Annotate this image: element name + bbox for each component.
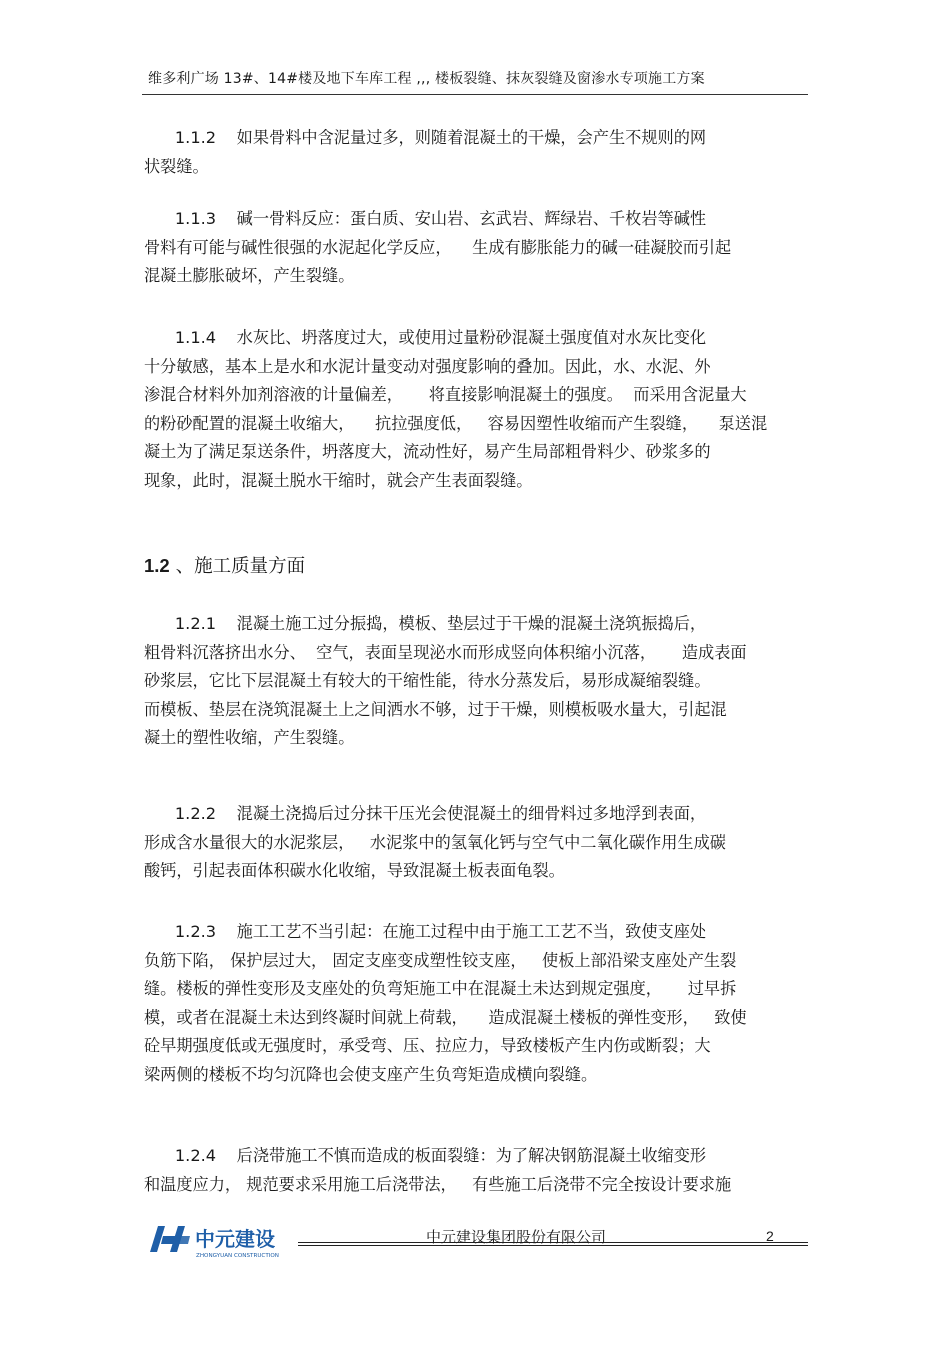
- text-line: 和温度应力， 规范要求采用施工后浇带法， 有些施工后浇带不完全按设计要求施: [144, 1174, 732, 1194]
- text-line: 混凝土膨胀破坏，产生裂缝。: [144, 266, 355, 286]
- text-line: 酸钙，引起表面体积碳水化收缩，导致混凝土板表面龟裂。: [144, 861, 565, 881]
- text-line: 而模板、垫层在浇筑混凝土上之间洒水不够，过于干燥，则模板吸水量大，引起混: [144, 699, 727, 719]
- text-line: 负筋下陷， 保护层过大， 固定支座变成塑性铰支座， 使板上部沿梁支座处产生裂: [144, 950, 737, 970]
- header-title: 维多利广场 13#、14#楼及地下车库工程 ,,, 楼板裂缝、抹灰裂缝及窗渗水专项施工方案: [148, 71, 705, 87]
- paragraph-1-2-2: [144, 800, 814, 886]
- paragraph-1-2-4: [144, 1142, 814, 1199]
- text-line: 骨料有可能与碱性很强的水泥起化学反应， 生成有膨胀能力的碱一硅凝胶而引起: [144, 237, 732, 257]
- paragraph-1-1-2: [144, 124, 814, 181]
- paragraph-1-2-1: [144, 610, 814, 753]
- text-line: 梁两侧的楼板不均匀沉降也会使支座产生负弯矩造成横向裂缝。: [144, 1064, 598, 1084]
- text-line: 的粉砂配置的混凝土收缩大， 抗拉强度低， 容易因塑性收缩而产生裂缝， 泵送混: [144, 413, 768, 433]
- paragraph-1-1-3: [144, 205, 814, 291]
- zhongyuan-logo-icon: [146, 1222, 291, 1260]
- text-line: 1.2.2 混凝土浇捣后过分抹干压光会使混凝土的细骨料过多地浮到表面，: [144, 804, 707, 823]
- text-line: 1.1.2 如果骨料中含泥量过多，则随着混凝土的干燥，会产生不规则的网: [144, 128, 707, 147]
- page-header: [148, 68, 808, 92]
- text-line: 1.1.4 水灰比、坍落度过大，或使用过量粉砂混凝土强度值对水灰比变化: [144, 328, 707, 347]
- text-line: 现象，此时，混凝土脱水干缩时，就会产生表面裂缝。: [144, 470, 533, 490]
- text-line: 状裂缝。: [144, 156, 209, 176]
- section-number: 1.2: [144, 555, 170, 576]
- section-heading: [144, 552, 305, 578]
- text-line: 渗混合材料外加剂溶液的计量偏差， 将直接影响混凝土的强度。 而采用含泥量大: [144, 385, 747, 405]
- logo-text: 中元建设: [195, 1227, 275, 1251]
- page-number: 2: [766, 1228, 774, 1244]
- text-line: 1.2.3 施工工艺不当引起：在施工过程中由于施工工艺不当，致使支座处: [144, 922, 707, 941]
- paragraph-1-2-3: [144, 918, 814, 1090]
- text-line: 十分敏感，基本上是水和水泥计量变动对强度影响的叠加。因此，水、水泥、外: [144, 356, 711, 376]
- text-line: 凝土的塑性收缩，产生裂缝。: [144, 728, 355, 748]
- text-line: 砂浆层，它比下层混凝土有较大的干缩性能，待水分蒸发后，易形成凝缩裂缝。: [144, 671, 711, 691]
- text-line: 1.2.1 混凝土施工过分振捣，模板、垫层过于干燥的混凝土浇筑振捣后，: [144, 614, 707, 633]
- text-line: 粗骨料沉落挤出水分、 空气，表面呈现泌水而形成竖向体积缩小沉落， 造成表面: [144, 642, 747, 662]
- text-line: 缝。楼板的弹性变形及支座处的负弯矩施工中在混凝土未达到规定强度， 过早拆: [144, 979, 737, 999]
- text-line: 砼早期强度低或无强度时，承受弯、压、拉应力，导致楼板产生内伤或断裂；大: [144, 1036, 711, 1056]
- header-rule: [142, 94, 808, 95]
- text-line: 模，或者在混凝土未达到终凝时间就上荷载， 造成混凝土楼板的弹性变形， 致使: [144, 1007, 747, 1027]
- paragraph-1-1-4: [144, 324, 814, 496]
- text-line: 形成含水量很大的水泥浆层， 水泥浆中的氢氧化钙与空气中二氧化碳作用生成碳: [144, 832, 726, 852]
- company-logo: [146, 1222, 291, 1260]
- text-line: 1.2.4 后浇带施工不慎而造成的板面裂缝：为了解决钢筋混凝土收缩变形: [144, 1146, 707, 1165]
- logo-subtext: ZHONGYUAN CONSTRUCTION: [196, 1253, 279, 1259]
- text-line: 凝土为了满足泵送条件，坍落度大，流动性好，易产生局部粗骨料少、砂浆多的: [144, 442, 711, 462]
- footer-company-name: 中元建设集团股份有限公司: [426, 1228, 607, 1246]
- text-line: 1.1.3 碱一骨料反应：蛋白质、安山岩、玄武岩、辉绿岩、千枚岩等碱性: [144, 209, 707, 228]
- section-title: 、施工质量方面: [169, 556, 306, 577]
